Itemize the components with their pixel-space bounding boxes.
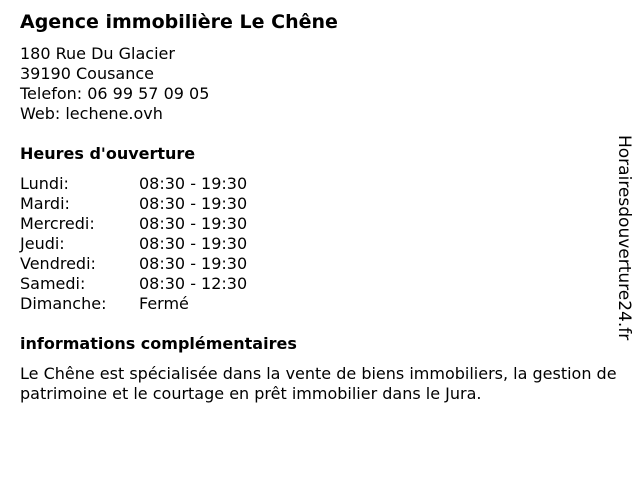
business-card: [20, 10, 617, 404]
opening-hours-table: [20, 174, 610, 314]
hours-row-monday: [20, 174, 610, 194]
hours-row-saturday: [20, 274, 610, 294]
hours-time: 08:30 - 19:30: [139, 214, 248, 233]
address-city: 39190 Cousance: [20, 64, 155, 83]
hours-time: 08:30 - 12:30: [139, 274, 248, 293]
site-watermark: Horairesdouverture24.fr: [614, 135, 634, 341]
address-street: 180 Rue Du Glacier: [20, 44, 175, 63]
hours-day: Vendredi:: [20, 254, 96, 273]
address-block: [20, 44, 610, 124]
hours-day: Lundi:: [20, 174, 69, 193]
hours-row-thursday: [20, 234, 610, 254]
hours-row-wednesday: [20, 214, 610, 234]
additional-info-text: Le Chêne est spécialisée dans la vente de biens immobiliers, la gestion de patrimoine et le courtage en prêt immobilier dans le Jura.: [20, 364, 617, 403]
hours-time: 08:30 - 19:30: [139, 254, 248, 273]
hours-time: 08:30 - 19:30: [139, 194, 248, 213]
additional-info-title: informations complémentaires: [20, 334, 297, 353]
hours-row-tuesday: [20, 194, 610, 214]
hours-time: Fermé: [139, 294, 189, 313]
hours-row-sunday: [20, 294, 610, 314]
phone-number: Telefon: 06 99 57 09 05: [20, 84, 210, 103]
hours-day: Mardi:: [20, 194, 70, 213]
hours-day: Samedi:: [20, 274, 86, 293]
hours-time: 08:30 - 19:30: [139, 234, 248, 253]
business-name: Agence immobilière Le Chêne: [20, 11, 338, 33]
hours-time: 08:30 - 19:30: [139, 174, 248, 193]
hours-row-friday: [20, 254, 610, 274]
hours-day: Dimanche:: [20, 294, 107, 313]
opening-hours-title: Heures d'ouverture: [20, 144, 196, 163]
hours-day: Jeudi:: [20, 234, 65, 253]
website: Web: lechene.ovh: [20, 104, 163, 123]
hours-day: Mercredi:: [20, 214, 95, 233]
